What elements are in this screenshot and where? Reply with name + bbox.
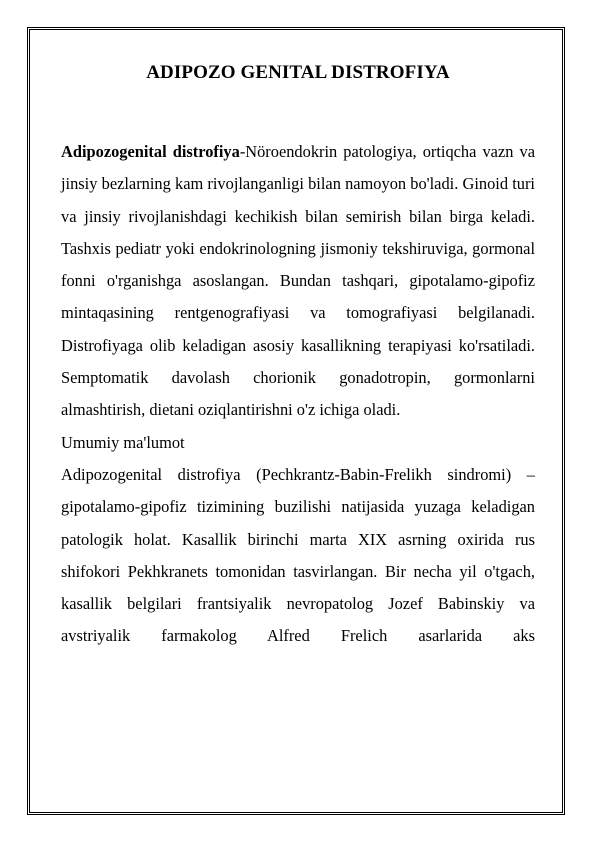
document-body bbox=[61, 60, 535, 653]
intro-text: -Nöroendokrin patologiya, ortiqcha vazn va jinsiy bezlarning kam rivojlanganligi bilan namoyon bo'ladi. Ginoid turi va jinsiy rivojlanishdagi kechikish bilan semirish bilan birga keladi. Tashxis pediatr yoki endokrinologning jismoniy tekshiruviga, gormonal fonni o'rganishga asoslangan. Bundan tashqari, gipotalamo-gipofiz mintaqasining rentgenografiyasi va tomografiyasi belgilanadi. Distrofiyaga olib keladigan asosiy kasallikning terapiyasi ko'rsatiladi. Semptomatik davolash chorionik gonadotropin, gormonlarni almashtirish, dietani oziqlantirishni o'z ichiga oladi. bbox=[61, 142, 535, 420]
intro-term: Adipozogenital distrofiya bbox=[61, 142, 240, 161]
section-paragraph: Adipozogenital distrofiya (Pechkrantz-Babin-Frelikh sindromi) – gipotalamo-gipofiz tizimining buzilishi natijasida yuzaga keladigan patologik holat. Kasallik birinchi marta XIX asrning oxirida rus shifokori Pekhkranets tomonidan tasvirlangan. Bir necha yil o'tgach, kasallik belgilari frantsiyalik nevropatolog Jozef Babinskiy va avstriyalik farmakolog Alfred Frelich asarlarida aks bbox=[61, 464, 535, 646]
intro-paragraph bbox=[61, 136, 535, 427]
document-title: ADIPOZO GENITAL DISTROFIYA bbox=[146, 62, 450, 83]
section-heading: Umumiy ma'lumot bbox=[61, 432, 185, 452]
